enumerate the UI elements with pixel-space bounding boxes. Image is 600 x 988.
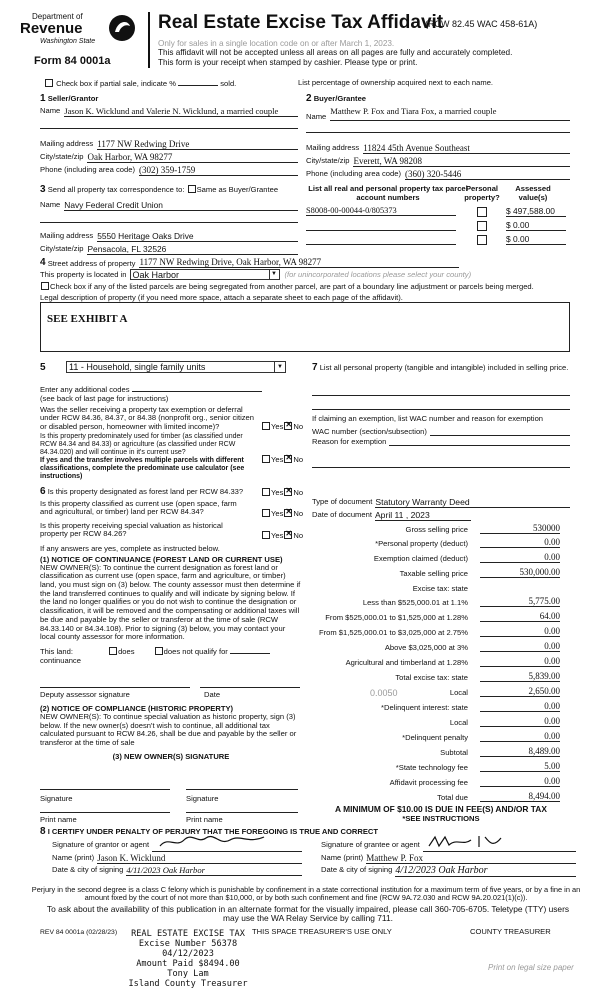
personal-property-field[interactable] [312, 386, 570, 396]
buyer-mail-field[interactable]: 11824 45th Avenue Southeast [363, 143, 570, 154]
gross-selling-price[interactable]: 530000 [480, 523, 560, 534]
q-timber [40, 433, 304, 481]
located-select[interactable] [130, 269, 280, 280]
dept-line3: Washington State [40, 38, 96, 45]
yes-label: Yes [271, 455, 284, 464]
treasurer-only-label: THIS SPACE TREASURER'S USE ONLY [252, 927, 392, 936]
fee-label: Agricultural and timberland at 1.28% [345, 658, 468, 667]
correspondence-title: Send all property tax correspondence to: [47, 185, 185, 194]
dor-emblem-icon [108, 14, 136, 42]
parcel-number-field[interactable]: S8008-00-00044-0/805373 [306, 206, 456, 216]
q-exemption-yes[interactable] [262, 422, 270, 430]
located-value: Oak Harbor [132, 270, 180, 280]
seller-phone-label: Phone (including area code) [40, 165, 135, 174]
owner-signature-2[interactable] [186, 778, 298, 790]
codes-field[interactable] [132, 384, 262, 392]
q-current-use-text: Is this property classified as current use (open space, farm and agricultural, or timber) land per RCW 84.34? [40, 499, 237, 517]
stamp-line: Island County Treasurer [128, 979, 248, 988]
fee-label: Taxable selling price [399, 569, 468, 578]
segregated-label: Check box if any of the listed parcels are being segregated from another parcel, are part of a boundary line adjustment or parcels being merged. [50, 282, 534, 291]
local-rate: 0.0050 [370, 688, 398, 698]
fee-row [310, 671, 560, 685]
partial-sale-row [44, 78, 236, 88]
buyer-name-label: Name [306, 112, 327, 121]
fee-row [310, 686, 560, 700]
segregated-checkbox[interactable] [41, 282, 49, 290]
fee-label: Affidavit processing fee [389, 778, 468, 787]
section6-note: If any answers are yes, complete as instructed below. [40, 543, 220, 553]
q-exemption-text: Was the seller receiving a property tax exemption or deferral under RCW 84.36, 84.37, or 84.38 (nonprofit org., senior citizen or disabled person, homeowner with limited income)? [40, 405, 255, 431]
grantor-date-label: Date & city of signing [52, 865, 124, 874]
notice1-title: (1) NOTICE OF CONTINUANCE (FOREST LAND OR CURRENT USE) [40, 554, 283, 564]
no-label: No [293, 455, 304, 464]
yes-label: Yes [271, 530, 284, 540]
deputy-date-label: Date [204, 690, 221, 699]
deputy-label: Deputy assessor signature [40, 690, 130, 699]
corr-name-label: Name [40, 200, 61, 209]
fee-row [310, 716, 560, 730]
notice2 [40, 704, 302, 761]
same-as-buyer-checkbox[interactable] [188, 185, 196, 193]
fee-row [310, 656, 560, 670]
notice2-title: (2) NOTICE OF COMPLIANCE (HISTORIC PROPERTY) [40, 704, 234, 713]
owner-signature-1[interactable] [40, 778, 170, 790]
total-due[interactable]: 8,494.00 [480, 791, 560, 802]
fee-label: *Delinquent interest: state [381, 703, 468, 712]
does-not-checkbox[interactable] [155, 647, 163, 655]
treasurer-stamp [118, 929, 258, 988]
notice2-text: NEW OWNER(S): To continue special valuation as historic property, sign (3) below. If the new owner(s) doesn't wish to continue, all additional tax calculated pursuant to RCW 84.26, shall be due and payable by the seller or transferor at the time of sale [40, 712, 297, 748]
fee-label: Exemption claimed (deduct) [373, 554, 468, 563]
buyer-name-field[interactable]: Matthew P. Fox and Tiara Fox, a married couple [330, 106, 570, 121]
parcel-number-field[interactable] [306, 220, 456, 231]
fee-label: *State technology fee [395, 763, 468, 772]
owner-print-label: Print name [40, 815, 77, 824]
q-current-use-no[interactable] [284, 509, 292, 517]
grantor-sig-label: Signature of grantor or agent [52, 840, 150, 849]
assessed-value-field[interactable]: $ 497,588.00 [506, 206, 566, 217]
ag-timber-tax[interactable]: 0.00 [480, 656, 560, 667]
yes-label: Yes [271, 488, 284, 497]
fee-label: Less than $525,000.01 at 1.1% [362, 598, 468, 607]
q-historic-text: Is this property receiving special valuation as historical property per RCW 84.26? [40, 520, 223, 539]
fee-row [310, 761, 560, 775]
fee-row [310, 701, 560, 715]
reason-field-2[interactable] [312, 458, 570, 468]
personal-property-field-2[interactable] [312, 400, 570, 410]
q-timber-note: If yes and the transfer involves multiple parcels with different classifications, complete the predominate use calculator (see instructions) [40, 457, 245, 480]
owner-signature-label: Signature [40, 794, 73, 803]
fee-row [310, 537, 560, 551]
fee-label: Gross selling price [405, 525, 468, 534]
grantee-date-field[interactable]: 4/12/2023 Oak Harbor [395, 865, 576, 877]
street-field[interactable]: 1177 NW Redwing Drive, Oak Harbor, WA 98277 [139, 257, 459, 268]
fee-label: Above $3,025,000 at 3% [384, 643, 468, 652]
buyer-mail-label: Mailing address [306, 143, 360, 152]
fee-label: Local [449, 688, 468, 697]
q-timber-yes[interactable] [262, 455, 270, 463]
grantee-name-label: Name (print) [321, 853, 364, 862]
dor-logo [20, 12, 138, 52]
q-historic-no[interactable] [284, 531, 292, 539]
legal-description: SEE EXHIBIT A [47, 313, 128, 325]
located-label: This property is located in [40, 270, 127, 279]
seller-city-field[interactable]: Oak Harbor, WA 98277 [87, 152, 298, 163]
fee-row [310, 626, 560, 640]
tier4-tax[interactable]: 0.00 [480, 641, 560, 652]
correspondence-section: 3 Send all property tax correspondence to: Same as Buyer/Grantee Name Navy Federal Credit Union Mailing address 5550 Heritage Oaks Drive City/state/zip Pensacola, FL 32526 [40, 184, 298, 255]
section5-number: 5 [40, 362, 46, 373]
q-timber-text: Is this property predominately used for timber (as classified under RCW 84.34 and 84.33) or agriculture (as classified under RCW 84.34.020) and will continue in it's current use? [40, 433, 243, 456]
personal-property-checkbox[interactable] [477, 235, 487, 245]
codes-label: Enter any additional codes [40, 385, 130, 394]
partial-sale-checkbox[interactable] [45, 79, 53, 87]
fee-label: *Delinquent penalty [402, 733, 468, 742]
stamp-line: Excise Number 56378 [138, 939, 238, 949]
fee-row [310, 776, 560, 790]
seller-mail-label: Mailing address [40, 139, 94, 148]
local-tax[interactable]: 2,650.00 [480, 686, 560, 697]
seller-name-field[interactable]: Jason K. Wicklund and Valerie N. Wicklund, a married couple [64, 106, 298, 117]
q-forest-text: Is this property designated as forest land per RCW 84.33? [47, 487, 244, 496]
fee-label: Total due [437, 793, 468, 802]
owner-signature-label: Signature [186, 794, 219, 803]
perjury-notice: Perjury in the second degree is a class C felony which is punishable by confinement in a state correctional institution for a maximum term of five years, or by a fine in an amount fixed by the court of not more than $10,000, or by both such confinement and fine (RCW 9A.72.030 and RCW 9A.20.021(1)(c)). [31, 885, 581, 903]
legal-description-box[interactable] [40, 302, 570, 352]
legal-label: Legal description of property (if you need more space, attach a separate sheet to each page of the affidavit). [40, 293, 403, 302]
partial-sale-label: Check box if partial sale, indicate % [56, 79, 176, 88]
no-label: No [293, 509, 304, 518]
fee-row [310, 523, 560, 537]
stamp-line: 04/12/2023 [162, 949, 214, 959]
print-legal-note: Print on legal size paper [488, 963, 574, 972]
assessed-value-field[interactable]: $ 0.00 [506, 234, 566, 245]
form-title: Real Estate Excise Tax Affidavit [158, 12, 444, 33]
does-label: does [118, 647, 135, 656]
tier3-tax[interactable]: 0.00 [480, 626, 560, 637]
located-hint: (for unincorporated locations please select your county) [284, 270, 472, 279]
fee-label: Subtotal [440, 748, 468, 757]
fee-label: From $1,525,000.01 to $3,025,000 at 2.75% [318, 628, 468, 637]
does-not-label: does not qualify for [163, 647, 228, 656]
corr-mail-field[interactable]: 5550 Heritage Oaks Drive [97, 231, 298, 242]
continuance-label: continuance [40, 656, 81, 665]
codes-sub: (see back of last page for instructions) [40, 394, 169, 403]
q-historic-yes[interactable] [262, 531, 270, 539]
q-current-use-yes[interactable] [262, 509, 270, 517]
header-divider [148, 12, 150, 68]
grantee-date-label: Date & city of signing [321, 865, 393, 874]
deputy-signature-field[interactable] [40, 676, 190, 688]
personal-property-checkbox[interactable] [477, 207, 487, 217]
buyer-title: Buyer/Grantee [313, 94, 367, 103]
this-land-label: This land: [40, 647, 73, 656]
owner-print-label: Print name [186, 815, 223, 824]
buyer-city-label: City/state/zip [306, 156, 350, 165]
exemption-deduct[interactable]: 0.00 [480, 552, 560, 563]
tier2-tax[interactable]: 64.00 [480, 611, 560, 622]
seller-mail-field[interactable]: 1177 NW Redwing Drive [97, 139, 298, 150]
owner-print-1[interactable] [40, 803, 170, 813]
stamp-line: Amount Paid $8494.00 [136, 959, 240, 969]
section7: 7 List all personal property (tangible and intangible) included in selling price. [312, 362, 569, 373]
fee-row [310, 611, 560, 625]
grantor-block [52, 840, 302, 876]
rev-number: REV 84 0001a (02/28/23) [40, 929, 118, 936]
doc-type-row [312, 497, 570, 508]
parcel-row [306, 220, 566, 234]
grantee-block [321, 840, 576, 877]
corr-city-label: City/state/zip [40, 244, 84, 253]
alt-format-notice: To ask about the availability of this publication in an alternate format for the visually impaired, please call 360-705-6705. Teletype (TTY) users may use the WA Relay Service by calling 711. [46, 904, 570, 923]
fee-label: Excise tax: state [412, 584, 468, 593]
certify-title: I CERTIFY UNDER PENALTY OF PERJURY THAT THE FOREGOING IS TRUE AND CORRECT [47, 827, 379, 836]
yes-label: Yes [271, 509, 284, 518]
delinquent-interest-state[interactable]: 0.00 [480, 701, 560, 712]
yes-label: Yes [271, 422, 284, 431]
grantee-name-field[interactable]: Matthew P. Fox [366, 853, 576, 864]
wac-field[interactable] [430, 427, 570, 436]
corr-city-field[interactable]: Pensacola, FL 32526 [87, 244, 298, 255]
corr-name-field[interactable]: Navy Federal Credit Union [64, 200, 298, 211]
doc-date-field[interactable]: April 11 , 2023 [375, 510, 471, 521]
delinquent-penalty[interactable]: 0.00 [480, 731, 560, 742]
does-checkbox[interactable] [109, 647, 117, 655]
personal-header: Personal property? [464, 184, 500, 202]
no-label: No [293, 422, 304, 431]
parcel-row [306, 234, 566, 248]
notice3-title: (3) NEW OWNER(S) SIGNATURE [112, 751, 230, 761]
fee-row [310, 746, 560, 760]
q-forest-yes[interactable] [262, 488, 270, 496]
q-exemption [40, 405, 304, 431]
continuance-line [230, 647, 270, 654]
see-instructions: *SEE INSTRUCTIONS [402, 814, 480, 823]
affidavit-processing-fee[interactable]: 0.00 [480, 776, 560, 787]
grantor-signature-scribble [158, 834, 268, 850]
buyer-phone-label: Phone (including area code) [306, 169, 401, 178]
personal-property-checkbox[interactable] [477, 221, 487, 231]
wac-label: WAC number (section/subsection) [312, 427, 427, 436]
stamp-line: Tony Lam [167, 969, 209, 979]
doc-type-label: Type of document [312, 497, 373, 506]
taxable-selling-price[interactable]: 530,000.00 [480, 567, 560, 578]
wac-row [312, 427, 570, 436]
additional-codes-row [40, 384, 298, 403]
chevron-down-icon: ▼ [269, 270, 279, 279]
seller-title: Seller/Grantor [47, 94, 99, 103]
fee-label: *Personal property (deduct) [375, 539, 468, 548]
corr-mail-label: Mailing address [40, 231, 94, 240]
fee-row [310, 791, 560, 805]
property-section: 4 Street address of property 1177 NW Redwing Drive, Oak Harbor, WA 98277 This property is located in Oak Harbor ▼ (for unincorporated locations please select your county) Check box if any of the listed parcels are being segregated from another parcel, are part of a boundary line adjustment or parcels being merged. Legal description of property (if you need more space, attach a separate sheet to each page of the affidavit). [40, 257, 570, 302]
assessed-header: Assessed value(s) [515, 184, 551, 202]
reason-label: Reason for exemption [312, 437, 387, 446]
dept-line2: Revenue [20, 20, 83, 37]
seller-phone-field[interactable]: (302) 359-1759 [139, 165, 298, 176]
grantor-date-field[interactable]: 4/11/2023 Oak Harbor [126, 865, 302, 876]
q-timber-no[interactable] [284, 455, 292, 463]
doc-date-label: Date of document [312, 510, 372, 519]
fee-row [310, 567, 560, 581]
notice1-text: NEW OWNER(S): To continue the current designation as forest land or classification as current use (open space, farm and agriculture, or timber) land, you must sign on (3) below. The county assessor must then determine if the land transferred continues to qualify and will indicate by signing below. If the land no longer qualifies or you do not wish to continue the designation or classification, it will be removed and the compensating or additional taxes will be due and payable by the seller or transferor at the time of sale (RCW 84.33.140 or 84.34.108). Prior to signing (3) below, you may contact your local county assessor for more information. [40, 562, 301, 642]
same-as-buyer-label: Same as Buyer/Grantee [196, 185, 279, 194]
grantee-signature[interactable] [423, 840, 576, 852]
reason-field[interactable] [389, 437, 570, 446]
stamp-line: REAL ESTATE EXCISE TAX [131, 929, 245, 939]
grantor-name-field[interactable]: Jason K. Wicklund [97, 853, 302, 864]
parcel-row [306, 206, 566, 220]
minimum-notice: A MINIMUM OF $10.00 IS DUE IN FEE(S) AND/OR TAX [335, 804, 547, 814]
buyer-section: 2 Buyer/Grantee Name Matthew P. Fox and Tiara Fox, a married couple Mailing address 11824 45th Avenue Southeast City/state/zip Everett, WA 98208 Phone (including area code) (360) 320-5446 [306, 93, 570, 180]
partial-sale-sold: sold. [220, 79, 237, 88]
use-code-select[interactable] [66, 361, 286, 373]
subtotal[interactable]: 8,489.00 [480, 746, 560, 757]
chevron-down-icon: ▼ [274, 362, 285, 372]
fee-row [310, 731, 560, 745]
ownership-note: List percentage of ownership acquired next to each name. [298, 78, 494, 87]
grantor-signature[interactable] [152, 840, 302, 852]
certify-title-row: 8 I CERTIFY UNDER PENALTY OF PERJURY THAT THE FOREGOING IS TRUE AND CORRECT [40, 826, 379, 837]
fee-label: Total excise tax: state [395, 673, 468, 682]
fee-label: From $525,000.01 to $1,525,000 at 1.28% [325, 613, 468, 622]
form-number: Form 84 0001a [34, 55, 111, 67]
total-state-tax[interactable]: 5,839.00 [480, 671, 560, 682]
form-rcw: (RCW 82.45 WAC 458-61A) [425, 19, 538, 29]
no-label: No [293, 488, 304, 497]
header-line2: This affidavit will not be accepted unless all areas on all pages are fully and accurately completed. [158, 48, 513, 57]
delinquent-interest-local[interactable]: 0.00 [480, 716, 560, 727]
header-line1: Only for sales in a single location code on or after March 1, 2023. [158, 39, 395, 48]
tier1-tax[interactable]: 5,775.00 [480, 596, 560, 607]
reason-row [312, 437, 570, 446]
seller-name-label: Name [40, 106, 61, 115]
parcel-header: List all real and personal property tax parcel account numbers [308, 184, 468, 202]
buyer-city-field[interactable]: Everett, WA 98208 [353, 156, 570, 167]
use-code-value: 11 - Household, single family units [69, 362, 206, 372]
assessed-value-field[interactable]: $ 0.00 [506, 220, 566, 231]
fee-row [310, 582, 560, 596]
header-line3: This form is your receipt when stamped by cashier. Please type or print. [158, 58, 418, 67]
county-treasurer-label: COUNTY TREASURER [470, 927, 551, 936]
q-forest-no[interactable] [284, 488, 292, 496]
fee-row [310, 596, 560, 610]
q-exemption-no[interactable] [284, 422, 292, 430]
fee-row [310, 552, 560, 566]
partial-sale-percent[interactable] [178, 78, 218, 86]
dept-line1: Department of [32, 12, 83, 21]
grantee-signature-scribble [427, 834, 507, 850]
fee-row [310, 641, 560, 655]
section7-title: List all personal property (tangible and intangible) included in selling price. [319, 363, 569, 372]
buyer-phone-field[interactable]: (360) 320-5446 [405, 169, 570, 180]
grantee-sig-label: Signature of grantee or agent [321, 840, 420, 849]
exemption-label: If claiming an exemption, list WAC number and reason for exemption [312, 414, 544, 423]
seller-section: 1 Seller/Grantor Name Jason K. Wicklund and Valerie N. Wicklund, a married couple Mailing address 1177 NW Redwing Drive City/state/zip Oak Harbor, WA 98277 Phone (including area code) (302) 359-1759 [40, 93, 298, 176]
personal-property-deduct[interactable]: 0.00 [480, 537, 560, 548]
seller-city-label: City/state/zip [40, 152, 84, 161]
deputy-date-field[interactable] [200, 676, 300, 688]
technology-fee[interactable]: 5.00 [480, 761, 560, 772]
fee-label: Local [449, 718, 468, 727]
doc-type-field[interactable]: Statutory Warranty Deed [375, 497, 570, 508]
section6: 6 Is this property designated as forest land per RCW 84.33? Yes✕ No Is this property classified as current use (open space, farm and agricultural, or timber) land per RCW 84.34? Yes✕ No Is this property receiving special valuation as historical property per RCW 84.26? Yes✕ No If any answers are yes, complete as instructed below. (1) NOTICE OF CONTINUANCE (FOREST LAND OR CURRENT USE) NEW OWNER(S): To continue the current designation as forest land or classification as current use (open space, farm and agriculture, or timber) land, you must sign on (3) below. The county assessor must then determine if the land transferred continues to qualify and will indicate by signing below. If the land no longer qualifies or you do not wish to continue the designation or classification, it will be removed and the compensating or additional taxes will be due and payable by the seller or transferor at the time of sale (RCW 84.33.140 or 84.34.108). Prior to signing (3) below, you may contact your local county assessor for more information. [40, 486, 298, 642]
parcel-number-field[interactable] [306, 234, 456, 245]
owner-print-2[interactable] [186, 803, 298, 813]
grantor-name-label: Name (print) [52, 853, 95, 862]
street-label: Street address of property [47, 259, 136, 268]
doc-date-row [312, 510, 570, 521]
this-land-row [40, 647, 298, 665]
no-label: No [293, 530, 304, 540]
